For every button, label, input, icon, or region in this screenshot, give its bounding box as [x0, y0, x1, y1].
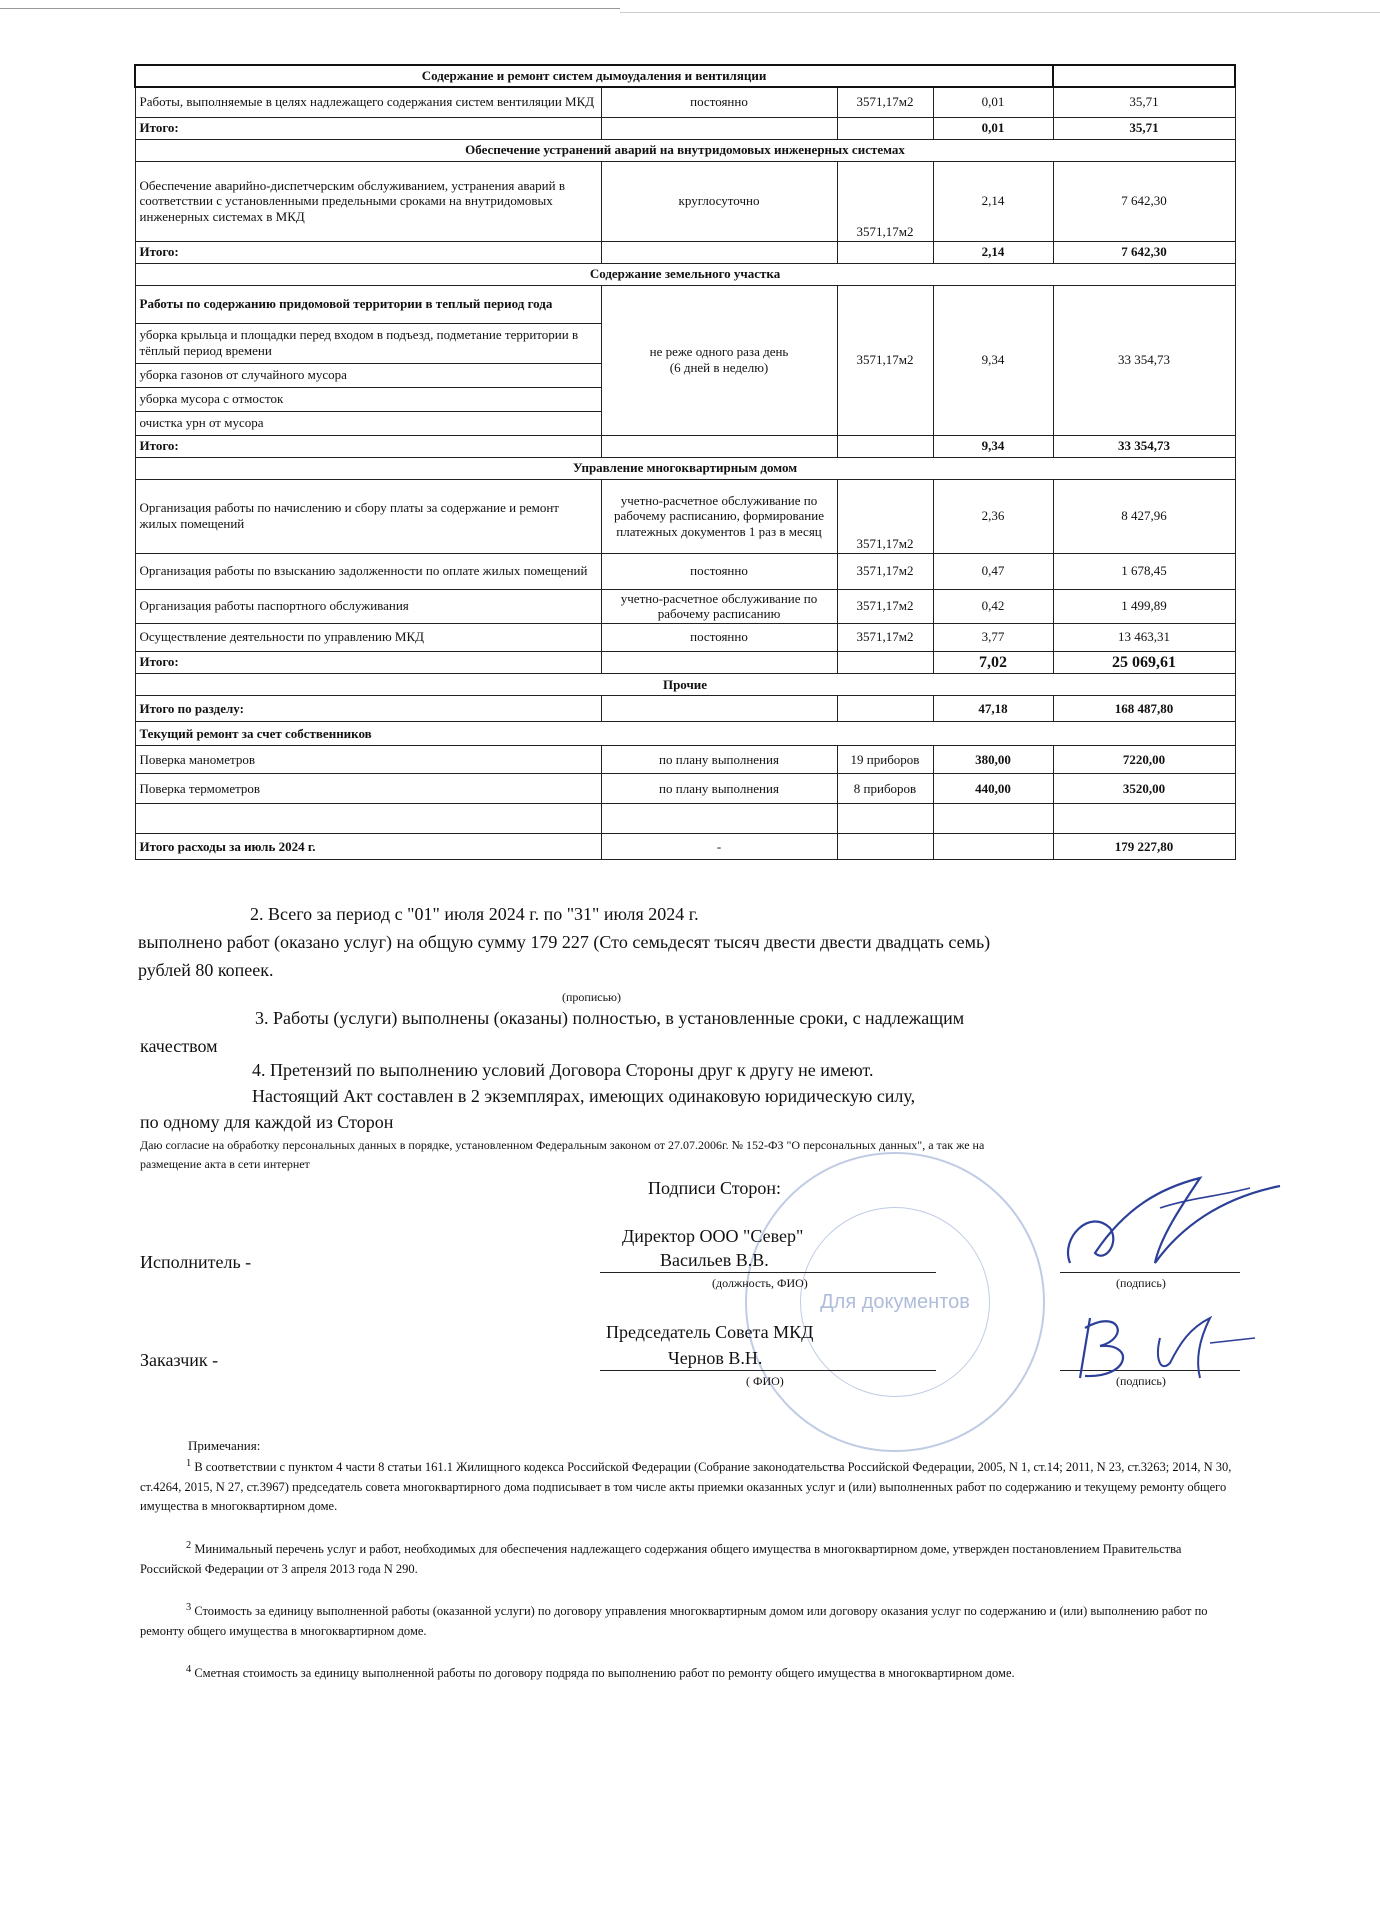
work-rate: 2,14 — [933, 161, 1053, 241]
section-total-label: Итого по разделу: — [135, 695, 601, 721]
note-3 — [140, 1600, 1240, 1641]
work-rate: 0,47 — [933, 553, 1053, 589]
repair-sum: 7220,00 — [1053, 745, 1235, 773]
repair-name: Поверка манометров — [135, 745, 601, 773]
total-rate: 9,34 — [933, 435, 1053, 457]
total-label: Итого: — [135, 117, 601, 139]
scan-edge-line — [620, 12, 1380, 13]
section-title: Текущий ремонт за счет собственников — [135, 721, 1235, 745]
section-header — [135, 721, 1235, 745]
repair-period: по плану выполнения — [601, 773, 837, 803]
work-area: 3571,17м2 — [837, 623, 933, 651]
work-area: 3571,17м2 — [837, 87, 933, 117]
work-period: учетно-расчетное обслуживание по рабочему расписанию, формирование платежных документов 1 раз в месяц — [601, 479, 837, 553]
consent-line-2: размещение акта в сети интернет — [140, 1157, 310, 1171]
section-header — [135, 673, 1235, 695]
customer-signature — [1060, 1298, 1260, 1388]
work-rate: 9,34 — [933, 285, 1053, 435]
repair-qty: 8 приборов — [837, 773, 933, 803]
executor-signature — [1050, 1168, 1290, 1278]
section-title: Содержание земельного участка — [135, 263, 1235, 285]
note-1-mark: 1 — [186, 1458, 192, 1469]
total-sum: 7 642,30 — [1053, 241, 1235, 263]
work-period: учетно-расчетное обслуживание по рабочему расписанию — [601, 589, 837, 623]
table-row — [135, 589, 1235, 623]
work-name: Осуществление деятельности по управлению МКД — [135, 623, 601, 651]
table-row — [135, 87, 1235, 117]
repair-period: по плану выполнения — [601, 745, 837, 773]
paragraph-2-line-2: выполнено работ (оказано услуг) на общую сумму 179 227 (Сто семьдесят тысяч двести двести двадцать семь) — [138, 932, 991, 952]
work-rate: 0,01 — [933, 87, 1053, 117]
propisyu-caption: (прописью) — [562, 990, 622, 1004]
paragraph-2-line-3: рублей 80 копеек. — [138, 960, 274, 980]
note-1-text: В соответствии с пунктом 4 части 8 статьи 161.1 Жилищного кодекса Российской Федерации (Собрание законодательства Российской Федерации, 2005, N 1, ст.14; 2011, N 23, ст.3263; 2014, N 30, ст.4264, 2015, N 27, ст.3967) председатель совета многоквартирного дома подписывает в том числе акты приемки оказанных услуг и (или) выполненных работ по содержанию и текущему ремонту общего имущества в многоквартирном доме. — [140, 1460, 1232, 1513]
section-total-rate: 47,18 — [933, 695, 1053, 721]
paragraph-4: 4. Претензий по выполнению условий Договора Стороны друг к другу не имеют. — [252, 1060, 874, 1080]
work-area: 3571,17м2 — [837, 479, 933, 553]
work-sum: 13 463,31 — [1053, 623, 1235, 651]
total-rate: 0,01 — [933, 117, 1053, 139]
note-1 — [140, 1456, 1240, 1516]
work-item: Работы по содержанию придомовой территории в теплый период года — [135, 285, 601, 323]
signatures-title: Подписи Сторон: — [648, 1178, 782, 1198]
work-item: уборка мусора с отмосток — [135, 387, 601, 411]
section-header — [135, 65, 1235, 87]
work-item: уборка крыльца и площадки перед входом в подъезд, подметание территории в тёплый период времени — [135, 323, 601, 363]
note-2-mark: 2 — [186, 1540, 192, 1551]
total-row — [135, 435, 1235, 457]
customer-position: Председатель Совета МКД — [606, 1322, 814, 1342]
customer-label: Заказчик - — [140, 1350, 219, 1370]
work-area: 3571,17м2 — [837, 161, 933, 241]
note-4-mark: 4 — [186, 1664, 192, 1675]
work-sum: 1 678,45 — [1053, 553, 1235, 589]
stamp-text: Для документов — [800, 1207, 990, 1397]
act-table — [134, 64, 1236, 860]
note-2-text: Минимальный перечень услуг и работ, необходимых для обеспечения надлежащего содержания общего имущества в многоквартирном доме, утвержден постановлением Правительства Российской Федерации от 3 апреля 2013 года N 290. — [140, 1542, 1182, 1576]
work-period: не реже одного раза день (6 дней в неделю) — [601, 285, 837, 435]
executor-position: Директор ООО "Север" — [622, 1226, 804, 1246]
work-area: 3571,17м2 — [837, 553, 933, 589]
work-name: Организация работы паспортного обслуживания — [135, 589, 601, 623]
total-sum: 35,71 — [1053, 117, 1235, 139]
section-title: Прочие — [135, 673, 1235, 695]
work-name: Обеспечение аварийно-диспетчерским обслуживанием, устранения аварий в соответствии с установленными предельными сроками на внутридомовых инженерных системах в МКД — [135, 161, 601, 241]
note-3-text: Стоимость за единицу выполненной работы (оказанной услуги) по договору управления многоквартирным домом или договору оказания услуг по содержанию и (или) выполнению работ по ремонту общего имущества в многоквартирном доме. — [140, 1604, 1208, 1638]
work-sum: 33 354,73 — [1053, 285, 1235, 435]
work-area: 3571,17м2 — [837, 285, 933, 435]
paragraph-3-line-1: 3. Работы (услуги) выполнены (оказаны) полностью, в установленные сроки, с надлежащим — [255, 1008, 965, 1028]
repair-rate: 380,00 — [933, 745, 1053, 773]
customer-sign-caption: (подпись) — [1116, 1374, 1166, 1388]
notes-title: Примечания: — [188, 1438, 261, 1453]
total-row — [135, 117, 1235, 139]
note-3-mark: 3 — [186, 1602, 192, 1613]
work-item: очистка урн от мусора — [135, 411, 601, 435]
table-row — [135, 479, 1235, 553]
note-2 — [140, 1538, 1240, 1579]
section-total-row — [135, 695, 1235, 721]
work-period: постоянно — [601, 623, 837, 651]
table-row — [135, 161, 1235, 241]
customer-caption: ( ФИО) — [746, 1374, 784, 1388]
section-header — [135, 457, 1235, 479]
table-row — [135, 285, 1235, 323]
executor-name-line — [600, 1272, 936, 1273]
scan-edge-line — [0, 8, 620, 9]
section-title: Обеспечение устранений аварий на внутридомовых инженерных системах — [135, 139, 1235, 161]
executor-caption: (должность, ФИО) — [712, 1276, 808, 1290]
work-area: 3571,17м2 — [837, 589, 933, 623]
section-header — [135, 263, 1235, 285]
work-sum: 7 642,30 — [1053, 161, 1235, 241]
executor-sign-caption: (подпись) — [1116, 1276, 1166, 1290]
paragraph-3-line-2: качеством — [140, 1036, 218, 1056]
grand-total-row — [135, 833, 1235, 859]
organization-stamp — [745, 1152, 1045, 1452]
table-row — [135, 773, 1235, 803]
work-name: Работы, выполняемые в целях надлежащего содержания систем вентиляции МКД — [135, 87, 601, 117]
table-row — [135, 745, 1235, 773]
total-row — [135, 241, 1235, 263]
total-row — [135, 651, 1235, 673]
grand-total-sum: 179 227,80 — [1053, 833, 1235, 859]
total-rate: 7,02 — [933, 651, 1053, 673]
total-label: Итого: — [135, 241, 601, 263]
grand-total-label: Итого расходы за июль 2024 г. — [135, 833, 601, 859]
consent-line-1: Даю согласие на обработку персональных данных в порядке, установленном Федеральным законом от 27.07.2006г. № 152-ФЗ "О персональных данных", а так же на — [140, 1138, 985, 1152]
work-rate: 2,36 — [933, 479, 1053, 553]
table-row — [135, 553, 1235, 589]
section-title: Управление многоквартирным домом — [135, 457, 1235, 479]
section-total-sum: 168 487,80 — [1053, 695, 1235, 721]
work-period: постоянно — [601, 87, 837, 117]
total-label: Итого: — [135, 435, 601, 457]
grand-total-dash: - — [601, 833, 837, 859]
total-sum: 33 354,73 — [1053, 435, 1235, 457]
paragraph-5-line-2: по одному для каждой из Сторон — [140, 1112, 394, 1132]
table-row — [135, 623, 1235, 651]
work-item: уборка газонов от случайного мусора — [135, 363, 601, 387]
work-sum: 8 427,96 — [1053, 479, 1235, 553]
work-name: Организация работы по начислению и сбору платы за содержание и ремонт жилых помещений — [135, 479, 601, 553]
section-header — [135, 139, 1235, 161]
work-period: постоянно — [601, 553, 837, 589]
note-4 — [140, 1662, 1240, 1684]
customer-name: Чернов В.Н. — [668, 1348, 763, 1368]
work-rate: 3,77 — [933, 623, 1053, 651]
repair-name: Поверка термометров — [135, 773, 601, 803]
work-rate: 0,42 — [933, 589, 1053, 623]
repair-qty: 19 приборов — [837, 745, 933, 773]
note-4-text: Сметная стоимость за единицу выполненной работы по договору подряда по выполнению работ по ремонту общего имущества в многоквартирном доме. — [194, 1666, 1015, 1681]
total-label: Итого: — [135, 651, 601, 673]
paragraph-2-line-1: 2. Всего за период с "01" июля 2024 г. по "31" июля 2024 г. — [250, 904, 699, 924]
work-sum: 1 499,89 — [1053, 589, 1235, 623]
total-sum: 25 069,61 — [1053, 651, 1235, 673]
total-rate: 2,14 — [933, 241, 1053, 263]
empty-row — [135, 803, 1235, 833]
work-sum: 35,71 — [1053, 87, 1235, 117]
repair-sum: 3520,00 — [1053, 773, 1235, 803]
executor-label: Исполнитель - — [140, 1252, 252, 1272]
executor-name: Васильев В.В. — [660, 1250, 769, 1270]
customer-name-line — [600, 1370, 936, 1371]
repair-rate: 440,00 — [933, 773, 1053, 803]
work-period: круглосуточно — [601, 161, 837, 241]
work-name: Организация работы по взысканию задолженности по оплате жилых помещений — [135, 553, 601, 589]
paragraph-5-line-1: Настоящий Акт составлен в 2 экземплярах, имеющих одинаковую юридическую силу, — [252, 1086, 916, 1106]
section-title: Содержание и ремонт систем дымоудаления и вентиляции — [135, 65, 1053, 87]
